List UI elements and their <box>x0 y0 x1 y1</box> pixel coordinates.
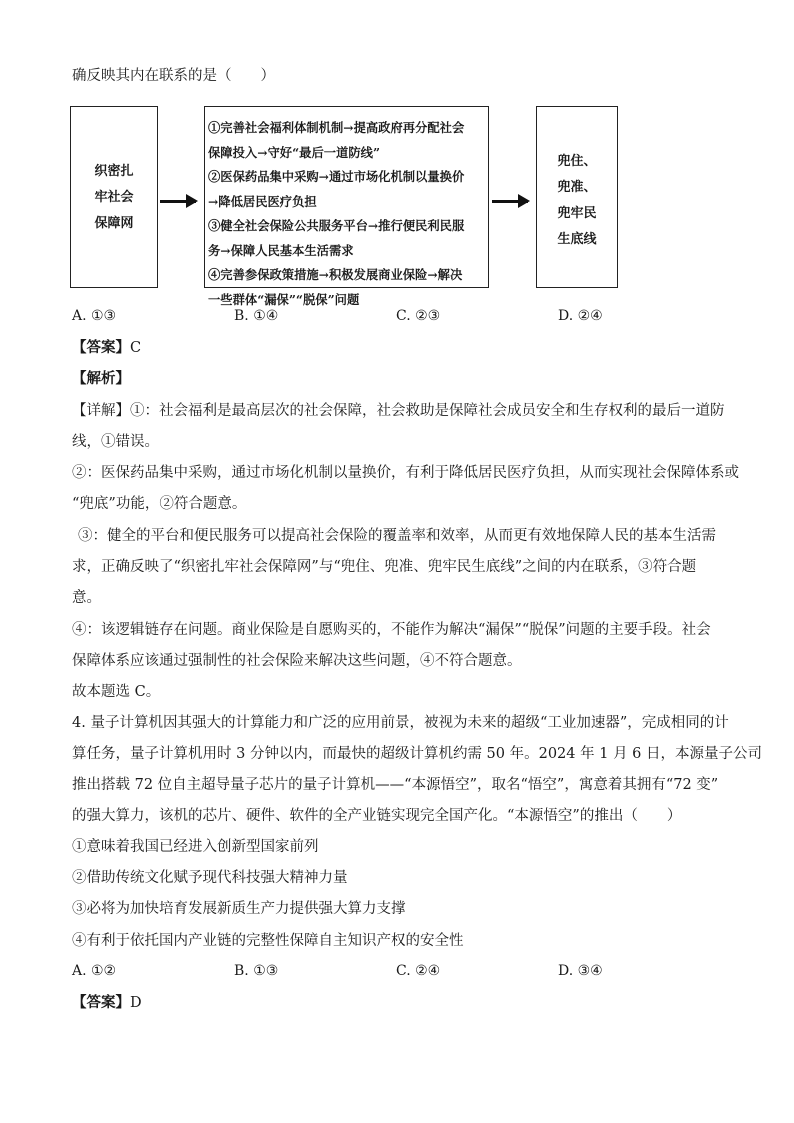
diagram-middle-text <box>208 116 490 312</box>
q3-option-c: C. ②③ <box>396 308 441 324</box>
diagram-right-line: 兜住、 <box>557 154 597 169</box>
detail-line: 意。 <box>72 590 101 606</box>
q4-stem-line: 4. 量子计算机因其强大的计算能力和广泛的应用前景，被视为未来的超级“工业加速器”，完成相同的计 <box>72 715 729 731</box>
answer-label: 【答案】 <box>72 339 130 356</box>
diagram-middle-line: ①完善社会福利体制机制→提高政府再分配社会 <box>208 120 465 135</box>
diagram-middle-line: 务→保障人民基本生活需求 <box>208 242 354 258</box>
diagram-middle-line: ③健全社会保险公共服务平台→推行便民利民服 <box>208 218 465 233</box>
answer-label: 【答案】 <box>72 994 130 1011</box>
diagram-left-line: 牢社会 <box>94 190 134 205</box>
detail-line: ③：健全的平台和便民服务可以提高社会保险的覆盖率和效率，从而更有效地保障人民的基本生活需 <box>78 528 716 544</box>
q3-stem-tail: 确反映其内在联系的是（ ） <box>72 68 275 84</box>
diagram-left-line: 保障网 <box>94 216 134 231</box>
diagram-right-text <box>537 149 617 253</box>
detail-line: 保障体系应该通过强制性的社会保险来解决这些问题，④不符合题意。 <box>72 653 522 669</box>
diagram-left-text <box>71 159 157 237</box>
q4-stem-line: 算任务，量子计算机用时 3 分钟以内，而最快的超级计算机约需 50 年。2024 年 1 月 6 日，本源量子公司 <box>72 746 763 762</box>
detail-line: ④：该逻辑链存在问题。商业保险是自愿购买的，不能作为解决“漏保”“脱保”问题的主要手段。社会 <box>72 622 711 638</box>
q4-option-a: A. ①② <box>72 963 117 979</box>
diagram-right-line: 兜准、 <box>557 180 597 195</box>
q3-option-b: B. ①④ <box>234 308 279 324</box>
q3-answer <box>72 338 141 358</box>
q4-statement: ④有利于依托国内产业链的完整性保障自主知识产权的安全性 <box>72 933 464 949</box>
arrow-right-icon <box>492 200 528 203</box>
diagram-middle-line: ②医保药品集中采购→通过市场化机制以量换价 <box>208 169 465 184</box>
detail-line: “兜底”功能，②符合题意。 <box>72 496 247 512</box>
q4-option-c: C. ②④ <box>396 963 441 979</box>
q4-stem-line: 的强大算力，该机的芯片、硬件、软件的全产业链实现完全国产化。“本源悟空”的推出（ ） <box>72 808 682 824</box>
detail-line: 故本题选 C。 <box>72 684 161 700</box>
arrow-right-icon <box>160 200 196 203</box>
diagram-right-box <box>536 106 618 288</box>
detail-line: ②：医保药品集中采购，通过市场化机制以量换价，有利于降低居民医疗负担，从而实现社会保障体系或 <box>72 465 739 481</box>
diagram-middle-box <box>204 106 489 307</box>
q4-option-b: B. ①③ <box>234 963 279 979</box>
q4-answer <box>72 993 142 1013</box>
diagram-middle-line: 一些群体“漏保”“脱保”问题 <box>208 291 360 307</box>
diagram-left-line: 织密扎 <box>94 164 134 179</box>
diagram-middle-line: 保障投入→守好“最后一道防线” <box>208 144 381 160</box>
diagram-right-line: 生底线 <box>557 232 597 247</box>
diagram-middle-line: →降低居民医疗负担 <box>208 193 317 209</box>
detail-line: 线，①错误。 <box>72 434 159 450</box>
q3-option-d: D. ②④ <box>558 308 603 324</box>
answer-value: D <box>130 995 142 1011</box>
q4-stem-line: 推出搭载 72 位自主超导量子芯片的量子计算机——“本源悟空”，取名“悟空”，寓意着其拥有“72 变” <box>72 777 719 793</box>
diagram-right-line: 兜牢民 <box>557 206 597 221</box>
answer-value: C <box>130 340 142 356</box>
detail-line: 【详解】①：社会福利是最高层次的社会保障，社会救助是保障社会成员安全和生存权利的最后一道防 <box>72 403 725 419</box>
q4-statement: ②借助传统文化赋予现代科技强大精神力量 <box>72 870 348 886</box>
diagram-middle-line: ④完善参保政策措施→积极发展商业保险→解决 <box>208 267 463 282</box>
q3-option-a: A. ①③ <box>72 308 117 324</box>
analysis-label: 【解析】 <box>72 370 130 387</box>
q4-statement: ①意味着我国已经进入创新型国家前列 <box>72 839 319 855</box>
q4-statement: ③必将为加快培育发展新质生产力提供强大算力支撑 <box>72 901 406 917</box>
detail-line: 求，正确反映了“织密扎牢社会保障网”与“兜住、兜准、兜牢民生底线”之间的内在联系，③符合题 <box>72 559 697 575</box>
diagram-left-box <box>70 106 158 288</box>
q4-option-d: D. ③④ <box>558 963 603 979</box>
